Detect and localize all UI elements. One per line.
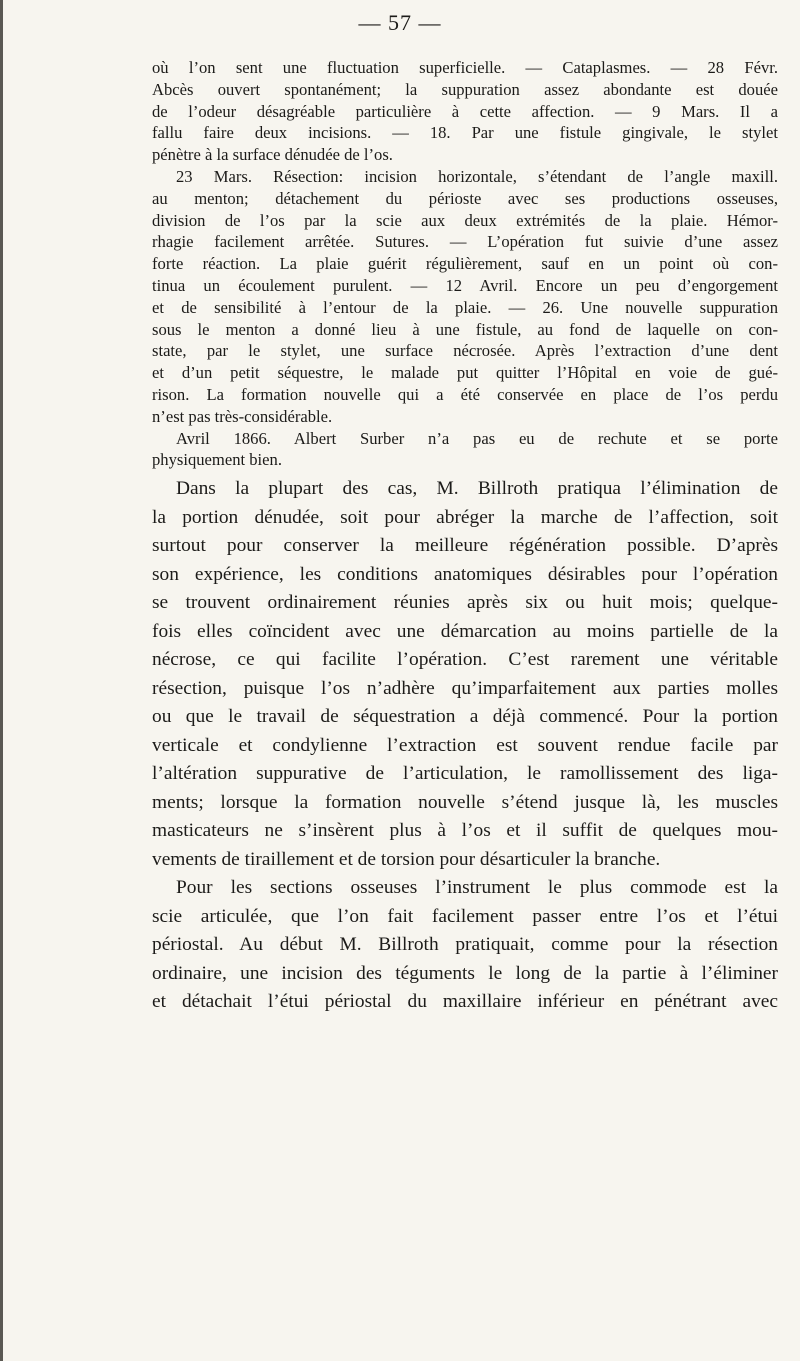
text-line: masticateurs ne s’insèrent plus à l’os et il suffit de quelques mou- bbox=[152, 820, 778, 841]
text-line: périostal. Au début M. Billroth pratiquait, comme pour la résection bbox=[152, 934, 778, 955]
text-line: sous le menton a donné lieu à une fistule, au fond de laquelle on con- bbox=[152, 319, 778, 339]
text-line: l’altération suppurative de l’articulation, le ramollissement des liga- bbox=[152, 763, 778, 784]
text-line: forte réaction. La plaie guérit régulièrement, sauf en un point où con- bbox=[152, 254, 778, 274]
text-line: vements de tiraillement et de torsion pour désarticuler la branche. bbox=[152, 848, 661, 870]
text-line: Pour les sections osseuses l’instrument le plus commode est la bbox=[176, 877, 778, 898]
text-line: Avril 1866. Albert Surber n’a pas eu de rechute et se porte bbox=[176, 428, 778, 448]
text-line: division de l’os par la scie aux deux extrémités de la plaie. Hémor- bbox=[152, 210, 778, 230]
case-notes bbox=[152, 57, 778, 471]
text-line: nécrose, ce qui facilite l’opération. C’est rarement une véritable bbox=[152, 649, 778, 670]
text-line: Dans la plupart des cas, M. Billroth pratiqua l’élimination de bbox=[176, 478, 778, 499]
text-line: la portion dénudée, soit pour abréger la marche de l’affection, soit bbox=[152, 506, 778, 528]
text-line: ments; lorsque la formation nouvelle s’étend jusque là, les muscles bbox=[152, 791, 778, 813]
page-number: — 57 — bbox=[358, 10, 442, 35]
text-line: 23 Mars. Résection: incision horizontale, s’étendant de l’angle maxill. bbox=[176, 166, 778, 186]
text-line: de l’odeur désagréable particulière à cette affection. — 9 Mars. Il a bbox=[152, 101, 778, 121]
text-line: verticale et condylienne l’extraction est souvent rendue facile par bbox=[152, 734, 778, 756]
text-line: Abcès ouvert spontanément; la suppuration assez abondante est douée bbox=[152, 79, 778, 99]
text-line: son expérience, les conditions anatomiques désirables pour l’opération bbox=[152, 563, 778, 585]
text-line: fallu faire deux incisions. — 18. Par une fistule gingivale, le stylet bbox=[152, 123, 778, 143]
text-line: rison. La formation nouvelle qui a été conservée en place de l’os perdu bbox=[152, 384, 778, 404]
text-line: et de sensibilité à l’entour de la plaie. — 26. Une nouvelle suppuration bbox=[152, 297, 778, 317]
text-line: state, par le stylet, une surface nécrosée. Après l’extraction d’une dent bbox=[152, 341, 778, 361]
main-paragraphs bbox=[152, 475, 778, 1017]
text-line: n’est pas très-considérable. bbox=[152, 406, 333, 426]
text-line: au menton; détachement du périoste avec ses productions osseuses, bbox=[152, 188, 778, 208]
text-line: ordinaire, une incision des téguments le long de la partie à l’éliminer bbox=[152, 962, 778, 984]
text-line: où l’on sent une fluctuation superficielle. — Cataplasmes. — 28 Févr. bbox=[152, 58, 778, 77]
text-line: scie articulée, que l’on fait facilement passer entre l’os et l’étui bbox=[152, 905, 778, 927]
text-line: et détachait l’étui périostal du maxillaire inférieur en pénétrant avec bbox=[152, 991, 778, 1012]
text-line: tinua un écoulement purulent. — 12 Avril. Encore un peu d’engorgement bbox=[152, 275, 778, 295]
text-line: physiquement bien. bbox=[152, 450, 282, 470]
page-edge bbox=[0, 0, 3, 1361]
text-line: rhagie facilement arrêtée. Sutures. — L’opération fut suivie d’une assez bbox=[152, 232, 778, 252]
text-line: se trouvent ordinairement réunies après six ou huit mois; quelque- bbox=[152, 592, 778, 613]
text-line: ou que le travail de séquestration a déjà commencé. Pour la portion bbox=[152, 706, 778, 727]
text-line: résection, puisque l’os n’adhère qu’imparfaitement aux parties molles bbox=[152, 677, 778, 699]
text-line: surtout pour conserver la meilleure régénération possible. D’après bbox=[152, 535, 778, 556]
text-line: fois elles coïncident avec une démarcation au moins partielle de la bbox=[152, 620, 778, 642]
text-line: pénètre à la surface dénudée de l’os. bbox=[152, 145, 393, 165]
text-line: et d’un petit séquestre, le malade put quitter l’Hôpital en voie de gué- bbox=[152, 363, 778, 383]
